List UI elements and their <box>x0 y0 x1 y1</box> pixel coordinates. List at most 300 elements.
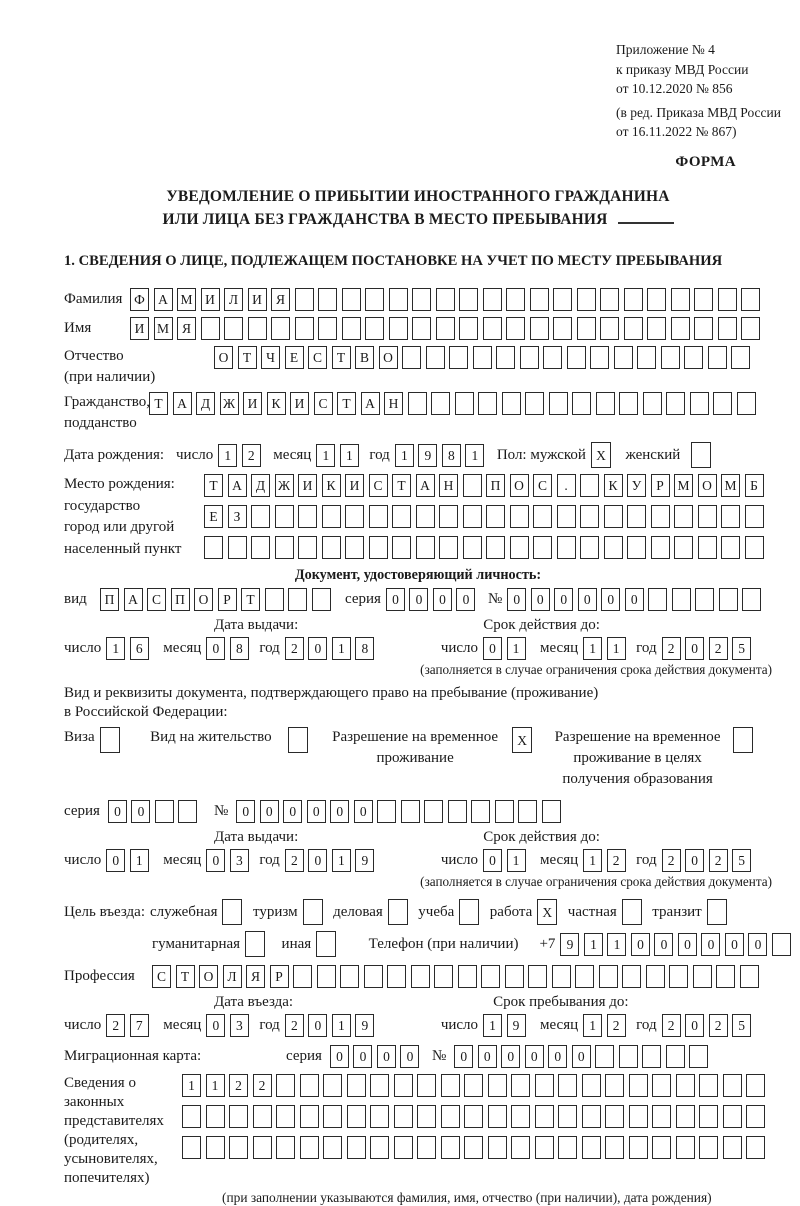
char-box[interactable] <box>558 1074 577 1097</box>
char-box[interactable] <box>582 1105 601 1128</box>
char-box[interactable] <box>412 288 431 311</box>
char-box[interactable]: 2 <box>106 1014 125 1037</box>
char-box[interactable] <box>439 505 458 528</box>
char-box[interactable] <box>316 931 336 957</box>
char-box[interactable] <box>459 317 478 340</box>
char-box[interactable]: 0 <box>725 933 744 956</box>
char-box[interactable] <box>441 1136 460 1159</box>
char-box[interactable] <box>582 1074 601 1097</box>
char-box[interactable] <box>322 536 341 559</box>
char-box[interactable] <box>496 346 515 369</box>
char-box[interactable] <box>528 965 547 988</box>
char-box[interactable]: Е <box>285 346 304 369</box>
char-box[interactable]: Т <box>392 474 411 497</box>
char-box[interactable]: Т <box>332 346 351 369</box>
char-box[interactable]: 9 <box>355 849 374 872</box>
char-box[interactable] <box>651 536 670 559</box>
char-box[interactable] <box>666 1045 685 1068</box>
char-box[interactable] <box>276 1136 295 1159</box>
char-box[interactable] <box>695 588 714 611</box>
char-box[interactable] <box>698 505 717 528</box>
char-box[interactable] <box>600 317 619 340</box>
char-box[interactable]: 0 <box>377 1045 396 1068</box>
char-box[interactable] <box>471 800 490 823</box>
char-box[interactable]: Е <box>204 505 223 528</box>
char-box[interactable] <box>745 536 764 559</box>
char-box[interactable]: 0 <box>433 588 452 611</box>
char-box[interactable] <box>464 1074 483 1097</box>
char-box[interactable] <box>439 536 458 559</box>
char-box[interactable] <box>690 392 709 415</box>
char-box[interactable]: 1 <box>507 637 526 660</box>
char-box[interactable] <box>627 536 646 559</box>
char-box[interactable] <box>719 588 738 611</box>
char-box[interactable] <box>674 505 693 528</box>
char-box[interactable]: И <box>201 288 220 311</box>
char-box[interactable] <box>392 505 411 528</box>
char-box[interactable]: С <box>314 392 333 415</box>
char-box[interactable] <box>596 392 615 415</box>
char-box[interactable]: 1 <box>106 637 125 660</box>
char-box[interactable] <box>288 727 308 753</box>
char-box[interactable]: 0 <box>525 1045 544 1068</box>
char-box[interactable]: 0 <box>654 933 673 956</box>
char-box[interactable] <box>459 288 478 311</box>
char-box[interactable]: С <box>147 588 166 611</box>
char-box[interactable]: 0 <box>260 800 279 823</box>
char-box[interactable] <box>604 536 623 559</box>
char-box[interactable] <box>342 288 361 311</box>
char-box[interactable] <box>542 800 561 823</box>
char-box[interactable] <box>577 288 596 311</box>
char-box[interactable]: 1 <box>340 444 359 467</box>
char-box[interactable] <box>577 317 596 340</box>
char-box[interactable]: П <box>171 588 190 611</box>
char-box[interactable] <box>229 1105 248 1128</box>
char-box[interactable] <box>222 899 242 925</box>
char-box[interactable] <box>723 1074 742 1097</box>
char-box[interactable]: 0 <box>354 800 373 823</box>
char-box[interactable]: С <box>369 474 388 497</box>
char-box[interactable]: В <box>355 346 374 369</box>
char-box[interactable] <box>322 505 341 528</box>
char-box[interactable]: 0 <box>507 588 526 611</box>
char-box[interactable] <box>530 317 549 340</box>
char-box[interactable]: Т <box>149 392 168 415</box>
char-box[interactable] <box>741 288 760 311</box>
char-box[interactable] <box>707 899 727 925</box>
char-box[interactable]: 1 <box>607 933 626 956</box>
char-box[interactable] <box>533 505 552 528</box>
char-box[interactable] <box>674 536 693 559</box>
char-box[interactable] <box>365 288 384 311</box>
char-box[interactable] <box>669 965 688 988</box>
char-box[interactable] <box>746 1136 765 1159</box>
char-box[interactable] <box>772 933 791 956</box>
char-box[interactable]: 7 <box>130 1014 149 1037</box>
char-box[interactable] <box>201 317 220 340</box>
char-box[interactable]: 3 <box>230 1014 249 1037</box>
char-box[interactable] <box>206 1136 225 1159</box>
char-box[interactable] <box>723 1105 742 1128</box>
char-box[interactable] <box>552 965 571 988</box>
char-box[interactable] <box>377 800 396 823</box>
char-box[interactable]: О <box>698 474 717 497</box>
char-box[interactable]: 1 <box>130 849 149 872</box>
char-box[interactable] <box>455 392 474 415</box>
char-box[interactable]: 0 <box>501 1045 520 1068</box>
char-box[interactable] <box>248 317 267 340</box>
char-box[interactable]: 2 <box>285 1014 304 1037</box>
char-box[interactable] <box>652 1074 671 1097</box>
char-box[interactable]: Ж <box>220 392 239 415</box>
char-box[interactable] <box>530 288 549 311</box>
char-box[interactable]: 2 <box>229 1074 248 1097</box>
char-box[interactable]: 0 <box>206 849 225 872</box>
char-box[interactable] <box>648 588 667 611</box>
char-box[interactable]: И <box>130 317 149 340</box>
char-box[interactable]: 0 <box>701 933 720 956</box>
char-box[interactable] <box>733 727 753 753</box>
char-box[interactable] <box>488 1136 507 1159</box>
char-box[interactable] <box>312 588 331 611</box>
char-box[interactable] <box>387 965 406 988</box>
char-box[interactable] <box>417 1105 436 1128</box>
char-box[interactable]: 1 <box>483 1014 502 1037</box>
char-box[interactable] <box>417 1074 436 1097</box>
char-box[interactable] <box>401 800 420 823</box>
char-box[interactable] <box>276 1074 295 1097</box>
char-box[interactable]: 2 <box>285 637 304 660</box>
char-box[interactable] <box>204 536 223 559</box>
char-box[interactable]: Я <box>271 288 290 311</box>
char-box[interactable]: Н <box>384 392 403 415</box>
char-box[interactable] <box>624 288 643 311</box>
char-box[interactable] <box>251 505 270 528</box>
char-box[interactable] <box>718 317 737 340</box>
char-box[interactable] <box>458 965 477 988</box>
char-box[interactable] <box>486 505 505 528</box>
char-box[interactable] <box>671 317 690 340</box>
char-box[interactable]: 0 <box>601 588 620 611</box>
char-box[interactable] <box>323 1105 342 1128</box>
char-box[interactable]: 5 <box>732 1014 751 1037</box>
char-box[interactable]: 3 <box>230 849 249 872</box>
char-box[interactable]: 2 <box>662 1014 681 1037</box>
char-box[interactable] <box>394 1105 413 1128</box>
char-box[interactable]: 0 <box>483 637 502 660</box>
char-box[interactable]: 0 <box>131 800 150 823</box>
char-box[interactable]: 0 <box>108 800 127 823</box>
char-box[interactable]: Ч <box>261 346 280 369</box>
char-box[interactable] <box>394 1074 413 1097</box>
char-box[interactable] <box>740 965 759 988</box>
char-box[interactable] <box>483 288 502 311</box>
char-box[interactable] <box>746 1074 765 1097</box>
char-box[interactable] <box>251 536 270 559</box>
char-box[interactable] <box>155 800 174 823</box>
char-box[interactable] <box>318 317 337 340</box>
char-box[interactable] <box>288 588 307 611</box>
char-box[interactable]: 8 <box>230 637 249 660</box>
char-box[interactable]: 0 <box>409 588 428 611</box>
char-box[interactable] <box>464 1136 483 1159</box>
char-box[interactable] <box>549 392 568 415</box>
char-box[interactable] <box>671 288 690 311</box>
char-box[interactable]: 2 <box>285 849 304 872</box>
char-box[interactable]: И <box>248 288 267 311</box>
char-box[interactable] <box>716 965 735 988</box>
char-box[interactable]: 2 <box>607 849 626 872</box>
char-box[interactable] <box>370 1136 389 1159</box>
char-box[interactable] <box>182 1136 201 1159</box>
char-box[interactable]: А <box>228 474 247 497</box>
char-box[interactable] <box>666 392 685 415</box>
char-box[interactable] <box>431 392 450 415</box>
char-box[interactable] <box>599 965 618 988</box>
char-box[interactable] <box>506 317 525 340</box>
char-box[interactable] <box>535 1105 554 1128</box>
char-box[interactable]: 9 <box>418 444 437 467</box>
char-box[interactable] <box>661 346 680 369</box>
char-box[interactable]: 9 <box>560 933 579 956</box>
char-box[interactable] <box>434 965 453 988</box>
char-box[interactable]: 1 <box>583 849 602 872</box>
char-box[interactable]: 0 <box>685 849 704 872</box>
char-box[interactable] <box>694 317 713 340</box>
char-box[interactable]: М <box>154 317 173 340</box>
char-box[interactable]: Я <box>177 317 196 340</box>
char-box[interactable] <box>533 536 552 559</box>
char-box[interactable] <box>676 1105 695 1128</box>
char-box[interactable] <box>448 800 467 823</box>
char-box[interactable] <box>511 1136 530 1159</box>
char-box[interactable] <box>206 1105 225 1128</box>
char-box[interactable] <box>693 965 712 988</box>
char-box[interactable] <box>347 1105 366 1128</box>
char-box[interactable] <box>424 800 443 823</box>
char-box[interactable] <box>417 1136 436 1159</box>
char-box[interactable]: А <box>154 288 173 311</box>
char-box[interactable] <box>478 392 497 415</box>
char-box[interactable]: М <box>674 474 693 497</box>
char-box[interactable] <box>488 1105 507 1128</box>
char-box[interactable]: Р <box>651 474 670 497</box>
char-box[interactable]: Т <box>337 392 356 415</box>
char-box[interactable] <box>619 1045 638 1068</box>
char-box[interactable] <box>265 588 284 611</box>
char-box[interactable]: П <box>486 474 505 497</box>
char-box[interactable] <box>553 288 572 311</box>
char-box[interactable] <box>510 536 529 559</box>
char-box[interactable] <box>388 899 408 925</box>
char-box[interactable] <box>520 346 539 369</box>
char-box[interactable] <box>642 1045 661 1068</box>
char-box[interactable] <box>293 965 312 988</box>
char-box[interactable]: 2 <box>607 1014 626 1037</box>
char-box[interactable] <box>323 1074 342 1097</box>
char-box[interactable] <box>300 1136 319 1159</box>
char-box[interactable]: X <box>537 899 557 925</box>
char-box[interactable]: О <box>214 346 233 369</box>
char-box[interactable] <box>370 1105 389 1128</box>
char-box[interactable] <box>567 346 586 369</box>
char-box[interactable] <box>557 505 576 528</box>
char-box[interactable] <box>416 536 435 559</box>
char-box[interactable]: X <box>512 727 532 753</box>
char-box[interactable]: Ф <box>130 288 149 311</box>
char-box[interactable] <box>672 588 691 611</box>
char-box[interactable] <box>558 1136 577 1159</box>
char-box[interactable]: 0 <box>206 1014 225 1037</box>
char-box[interactable] <box>441 1074 460 1097</box>
char-box[interactable]: 0 <box>106 849 125 872</box>
char-box[interactable]: 0 <box>554 588 573 611</box>
char-box[interactable]: 0 <box>454 1045 473 1068</box>
char-box[interactable]: П <box>100 588 119 611</box>
char-box[interactable]: 0 <box>631 933 650 956</box>
char-box[interactable] <box>647 288 666 311</box>
char-box[interactable]: З <box>228 505 247 528</box>
char-box[interactable] <box>483 317 502 340</box>
char-box[interactable] <box>495 800 514 823</box>
char-box[interactable] <box>684 346 703 369</box>
char-box[interactable]: 1 <box>583 1014 602 1037</box>
char-box[interactable]: 6 <box>130 637 149 660</box>
char-box[interactable] <box>441 1105 460 1128</box>
char-box[interactable] <box>595 1045 614 1068</box>
char-box[interactable]: 1 <box>583 637 602 660</box>
char-box[interactable] <box>416 505 435 528</box>
char-box[interactable] <box>525 392 544 415</box>
char-box[interactable]: К <box>267 392 286 415</box>
char-box[interactable] <box>723 1136 742 1159</box>
char-box[interactable]: Т <box>176 965 195 988</box>
char-box[interactable] <box>605 1136 624 1159</box>
char-box[interactable]: 1 <box>584 933 603 956</box>
char-box[interactable] <box>742 588 761 611</box>
char-box[interactable]: 0 <box>236 800 255 823</box>
char-box[interactable]: Т <box>238 346 257 369</box>
char-box[interactable] <box>624 317 643 340</box>
char-box[interactable]: 0 <box>578 588 597 611</box>
char-box[interactable]: И <box>298 474 317 497</box>
char-box[interactable]: 0 <box>456 588 475 611</box>
char-box[interactable]: 2 <box>242 444 261 467</box>
char-box[interactable] <box>402 346 421 369</box>
char-box[interactable] <box>629 1074 648 1097</box>
char-box[interactable]: 1 <box>218 444 237 467</box>
char-box[interactable] <box>572 392 591 415</box>
char-box[interactable]: 0 <box>478 1045 497 1068</box>
char-box[interactable]: 1 <box>395 444 414 467</box>
char-box[interactable]: 0 <box>283 800 302 823</box>
char-box[interactable] <box>369 505 388 528</box>
char-box[interactable] <box>459 899 479 925</box>
char-box[interactable] <box>737 392 756 415</box>
char-box[interactable]: Н <box>439 474 458 497</box>
char-box[interactable]: 0 <box>307 800 326 823</box>
char-box[interactable]: М <box>177 288 196 311</box>
char-box[interactable] <box>511 1074 530 1097</box>
char-box[interactable] <box>463 536 482 559</box>
char-box[interactable] <box>590 346 609 369</box>
char-box[interactable] <box>323 1136 342 1159</box>
char-box[interactable]: Р <box>218 588 237 611</box>
char-box[interactable] <box>178 800 197 823</box>
char-box[interactable]: А <box>124 588 143 611</box>
char-box[interactable] <box>637 346 656 369</box>
char-box[interactable] <box>340 965 359 988</box>
char-box[interactable] <box>473 346 492 369</box>
char-box[interactable] <box>652 1136 671 1159</box>
char-box[interactable]: О <box>379 346 398 369</box>
char-box[interactable]: 8 <box>442 444 461 467</box>
char-box[interactable]: И <box>290 392 309 415</box>
char-box[interactable]: 1 <box>465 444 484 467</box>
char-box[interactable] <box>511 1105 530 1128</box>
char-box[interactable]: А <box>416 474 435 497</box>
char-box[interactable] <box>731 346 750 369</box>
char-box[interactable]: Д <box>251 474 270 497</box>
char-box[interactable] <box>745 505 764 528</box>
char-box[interactable] <box>426 346 445 369</box>
char-box[interactable] <box>463 474 482 497</box>
char-box[interactable] <box>182 1105 201 1128</box>
char-box[interactable]: 1 <box>332 637 351 660</box>
char-box[interactable]: 8 <box>355 637 374 660</box>
char-box[interactable]: 0 <box>330 800 349 823</box>
char-box[interactable]: 2 <box>662 849 681 872</box>
char-box[interactable] <box>394 1136 413 1159</box>
char-box[interactable] <box>389 317 408 340</box>
char-box[interactable] <box>557 536 576 559</box>
char-box[interactable] <box>629 1105 648 1128</box>
char-box[interactable]: Ж <box>275 474 294 497</box>
char-box[interactable]: Я <box>246 965 265 988</box>
char-box[interactable]: 1 <box>507 849 526 872</box>
char-box[interactable] <box>741 317 760 340</box>
char-box[interactable] <box>580 505 599 528</box>
char-box[interactable] <box>365 317 384 340</box>
char-box[interactable] <box>318 288 337 311</box>
char-box[interactable] <box>614 346 633 369</box>
char-box[interactable] <box>392 536 411 559</box>
char-box[interactable]: 0 <box>386 588 405 611</box>
char-box[interactable] <box>271 317 290 340</box>
char-box[interactable] <box>295 288 314 311</box>
char-box[interactable]: О <box>199 965 218 988</box>
char-box[interactable]: Б <box>745 474 764 497</box>
char-box[interactable] <box>486 536 505 559</box>
char-box[interactable]: 0 <box>531 588 550 611</box>
char-box[interactable] <box>699 1136 718 1159</box>
char-box[interactable]: 1 <box>316 444 335 467</box>
char-box[interactable]: К <box>322 474 341 497</box>
char-box[interactable] <box>253 1105 272 1128</box>
char-box[interactable] <box>506 288 525 311</box>
char-box[interactable]: 0 <box>685 1014 704 1037</box>
char-box[interactable]: Л <box>224 288 243 311</box>
char-box[interactable] <box>691 442 711 468</box>
char-box[interactable] <box>605 1074 624 1097</box>
char-box[interactable]: 0 <box>548 1045 567 1068</box>
char-box[interactable] <box>411 965 430 988</box>
char-box[interactable] <box>100 727 120 753</box>
char-box[interactable]: 0 <box>330 1045 349 1068</box>
char-box[interactable] <box>605 1105 624 1128</box>
char-box[interactable] <box>342 317 361 340</box>
